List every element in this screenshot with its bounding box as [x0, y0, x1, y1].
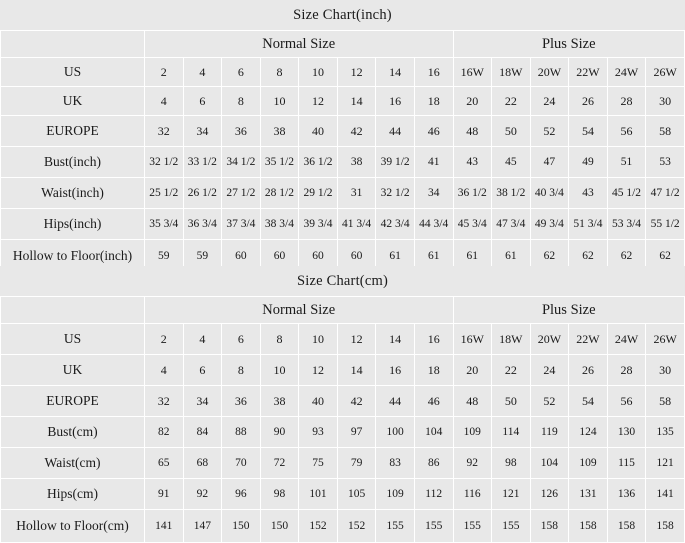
- cell: 61: [414, 240, 453, 273]
- cell: 54: [569, 116, 608, 147]
- cell: 29 1/2: [299, 178, 338, 209]
- table-row: [1, 178, 685, 209]
- cell: 105: [337, 479, 376, 510]
- cell: 4: [145, 355, 184, 386]
- row-label-hollow-to-floor: Hollow to Floor(cm): [1, 510, 145, 543]
- cell: 35 3/4: [145, 209, 184, 240]
- cell: 104: [530, 448, 569, 479]
- cell: 115: [607, 448, 646, 479]
- cell: 152: [299, 510, 338, 543]
- table-row: [1, 417, 685, 448]
- cell: 90: [260, 417, 299, 448]
- row-label-bust: Bust(inch): [1, 147, 145, 178]
- cell: 70: [222, 448, 261, 479]
- cell: 24: [530, 355, 569, 386]
- cell: 4: [145, 87, 184, 116]
- group-header-normal-size: Normal Size: [145, 297, 454, 324]
- row-label-hips: Hips(inch): [1, 209, 145, 240]
- cell: 26: [569, 87, 608, 116]
- row-label-europe: EUROPE: [1, 116, 145, 147]
- table-row: [1, 448, 685, 479]
- cell: 18W: [492, 324, 531, 355]
- cell: 24: [530, 87, 569, 116]
- cell: 44: [376, 116, 415, 147]
- cell: 18: [414, 87, 453, 116]
- cell: 51 3/4: [569, 209, 608, 240]
- cell: 8: [260, 58, 299, 87]
- cell: 31: [337, 178, 376, 209]
- cell: 10: [299, 58, 338, 87]
- cell: 24W: [607, 324, 646, 355]
- cell: 34 1/2: [222, 147, 261, 178]
- cell: 147: [183, 510, 222, 543]
- cell: 25 1/2: [145, 178, 184, 209]
- cell: 12: [337, 58, 376, 87]
- cell: 96: [222, 479, 261, 510]
- cell: 44: [376, 386, 415, 417]
- cell: 41 3/4: [337, 209, 376, 240]
- cell: 16W: [453, 324, 492, 355]
- cell: 14: [337, 355, 376, 386]
- cell: 22: [492, 355, 531, 386]
- chart-title-cm: Size Chart(cm): [297, 273, 388, 289]
- cell: 124: [569, 417, 608, 448]
- cell: 32 1/2: [376, 178, 415, 209]
- cell: 58: [646, 386, 685, 417]
- cell: 60: [222, 240, 261, 273]
- cell: 40: [299, 386, 338, 417]
- cell: 52: [530, 386, 569, 417]
- cell: 45 1/2: [607, 178, 646, 209]
- cell: 116: [453, 479, 492, 510]
- cell: 62: [530, 240, 569, 273]
- cell: 155: [414, 510, 453, 543]
- cell: 27 1/2: [222, 178, 261, 209]
- row-label-hollow-to-floor: Hollow to Floor(inch): [1, 240, 145, 273]
- cell: 61: [376, 240, 415, 273]
- cell: 30: [646, 355, 685, 386]
- table-row: [1, 147, 685, 178]
- table-row: [1, 324, 685, 355]
- cell: 34: [414, 178, 453, 209]
- cell: 43: [453, 147, 492, 178]
- cell: 39 3/4: [299, 209, 338, 240]
- cell: 104: [414, 417, 453, 448]
- cell: 32: [145, 386, 184, 417]
- cell: 8: [222, 87, 261, 116]
- cell: 26W: [646, 324, 685, 355]
- cell: 40: [299, 116, 338, 147]
- cell: 26W: [646, 58, 685, 87]
- cell: 26 1/2: [183, 178, 222, 209]
- cell: 52: [530, 116, 569, 147]
- row-label-waist: Waist(inch): [1, 178, 145, 209]
- group-header-plus-size: Plus Size: [453, 31, 685, 58]
- cell: 53 3/4: [607, 209, 646, 240]
- cell: 59: [183, 240, 222, 273]
- cell: 39 1/2: [376, 147, 415, 178]
- table-header-row: [1, 31, 685, 58]
- cell: 45: [492, 147, 531, 178]
- cell: 32: [145, 116, 184, 147]
- cell: 56: [607, 116, 646, 147]
- cell: 54: [569, 386, 608, 417]
- cell: 6: [183, 87, 222, 116]
- cell: 155: [453, 510, 492, 543]
- cell: 14: [376, 58, 415, 87]
- cell: 4: [183, 58, 222, 87]
- row-label-us: US: [1, 58, 145, 87]
- cell: 61: [492, 240, 531, 273]
- row-label-bust: Bust(cm): [1, 417, 145, 448]
- cell: 155: [376, 510, 415, 543]
- cell: 49: [569, 147, 608, 178]
- cell: 72: [260, 448, 299, 479]
- cell: 37 3/4: [222, 209, 261, 240]
- cell: 6: [183, 355, 222, 386]
- cell: 61: [453, 240, 492, 273]
- cell: 50: [492, 386, 531, 417]
- cell: 24W: [607, 58, 646, 87]
- cell: 12: [299, 87, 338, 116]
- cell: 42: [337, 386, 376, 417]
- cell: 4: [183, 324, 222, 355]
- cell: 62: [646, 240, 685, 273]
- cell: 38: [260, 116, 299, 147]
- cell: 14: [376, 324, 415, 355]
- cell: 131: [569, 479, 608, 510]
- cell: 8: [222, 355, 261, 386]
- row-label-europe: EUROPE: [1, 386, 145, 417]
- group-header-plus-size: Plus Size: [453, 297, 685, 324]
- table-row: [1, 58, 685, 87]
- group-header-normal-size: Normal Size: [145, 31, 454, 58]
- cell: 48: [453, 116, 492, 147]
- table-row: [1, 479, 685, 510]
- cell: 68: [183, 448, 222, 479]
- cell: 98: [260, 479, 299, 510]
- cell: 98: [492, 448, 531, 479]
- cell: 141: [145, 510, 184, 543]
- cell: 8: [260, 324, 299, 355]
- cell: 34: [183, 116, 222, 147]
- cell: 112: [414, 479, 453, 510]
- size-table-cm: [0, 296, 685, 543]
- cell: 22W: [569, 58, 608, 87]
- cell: 59: [145, 240, 184, 273]
- cell: 46: [414, 116, 453, 147]
- cell: 92: [183, 479, 222, 510]
- size-chart-inch-block: [0, 0, 685, 263]
- cell: 40 3/4: [530, 178, 569, 209]
- cell: 84: [183, 417, 222, 448]
- row-label-uk: UK: [1, 87, 145, 116]
- cell: 22: [492, 87, 531, 116]
- cell: 136: [607, 479, 646, 510]
- cell: 18: [414, 355, 453, 386]
- cell: 44 3/4: [414, 209, 453, 240]
- cell: 38 3/4: [260, 209, 299, 240]
- cell: 101: [299, 479, 338, 510]
- cell: 100: [376, 417, 415, 448]
- cell: 55 1/2: [646, 209, 685, 240]
- cell: 22W: [569, 324, 608, 355]
- cell: 26: [569, 355, 608, 386]
- cell: 51: [607, 147, 646, 178]
- cell: 6: [222, 324, 261, 355]
- cell: 38: [337, 147, 376, 178]
- table-row: [1, 355, 685, 386]
- cell: 16: [376, 355, 415, 386]
- table-row: [1, 116, 685, 147]
- table-row: [1, 87, 685, 116]
- cell: 83: [376, 448, 415, 479]
- cell: 150: [260, 510, 299, 543]
- cell: 88: [222, 417, 261, 448]
- cell: 109: [453, 417, 492, 448]
- size-chart-cm-block: [0, 266, 685, 533]
- cell: 60: [260, 240, 299, 273]
- cell: 2: [145, 58, 184, 87]
- chart-title-inch: Size Chart(inch): [293, 7, 392, 23]
- cell: 30: [646, 87, 685, 116]
- cell: 47 3/4: [492, 209, 531, 240]
- cell: 58: [646, 116, 685, 147]
- cell: 141: [646, 479, 685, 510]
- cell: 56: [607, 386, 646, 417]
- cell: 86: [414, 448, 453, 479]
- cell: 36: [222, 386, 261, 417]
- cell: 34: [183, 386, 222, 417]
- cell: 158: [646, 510, 685, 543]
- row-label-waist: Waist(cm): [1, 448, 145, 479]
- cell: 35 1/2: [260, 147, 299, 178]
- cell: 18W: [492, 58, 531, 87]
- table-header-row: [1, 297, 685, 324]
- cell: 16: [414, 324, 453, 355]
- cell: 28: [607, 355, 646, 386]
- cell: 20W: [530, 58, 569, 87]
- cell: 75: [299, 448, 338, 479]
- cell: 152: [337, 510, 376, 543]
- cell: 62: [569, 240, 608, 273]
- cell: 14: [337, 87, 376, 116]
- cell: 48: [453, 386, 492, 417]
- header-spacer-cell: [1, 297, 145, 324]
- cell: 126: [530, 479, 569, 510]
- cell: 158: [607, 510, 646, 543]
- header-spacer-cell: [1, 31, 145, 58]
- cell: 49 3/4: [530, 209, 569, 240]
- cell: 6: [222, 58, 261, 87]
- cell: 47 1/2: [646, 178, 685, 209]
- cell: 60: [337, 240, 376, 273]
- table-row: [1, 209, 685, 240]
- cell: 20W: [530, 324, 569, 355]
- cell: 12: [337, 324, 376, 355]
- cell: 28 1/2: [260, 178, 299, 209]
- cell: 119: [530, 417, 569, 448]
- cell: 121: [492, 479, 531, 510]
- cell: 10: [299, 324, 338, 355]
- cell: 10: [260, 87, 299, 116]
- cell: 20: [453, 355, 492, 386]
- cell: 121: [646, 448, 685, 479]
- cell: 16: [414, 58, 453, 87]
- cell: 46: [414, 386, 453, 417]
- cell: 20: [453, 87, 492, 116]
- cell: 82: [145, 417, 184, 448]
- cell: 62: [607, 240, 646, 273]
- cell: 65: [145, 448, 184, 479]
- cell: 42: [337, 116, 376, 147]
- cell: 36 1/2: [453, 178, 492, 209]
- size-table-inch: [0, 30, 685, 273]
- cell: 109: [376, 479, 415, 510]
- cell: 36: [222, 116, 261, 147]
- cell: 41: [414, 147, 453, 178]
- cell: 2: [145, 324, 184, 355]
- cell: 38 1/2: [492, 178, 531, 209]
- cell: 135: [646, 417, 685, 448]
- cell: 16: [376, 87, 415, 116]
- cell: 109: [569, 448, 608, 479]
- cell: 47: [530, 147, 569, 178]
- row-label-us: US: [1, 324, 145, 355]
- cell: 150: [222, 510, 261, 543]
- row-label-uk: UK: [1, 355, 145, 386]
- cell: 45 3/4: [453, 209, 492, 240]
- cell: 91: [145, 479, 184, 510]
- cell: 158: [530, 510, 569, 543]
- cell: 16W: [453, 58, 492, 87]
- cell: 43: [569, 178, 608, 209]
- cell: 10: [260, 355, 299, 386]
- cell: 158: [569, 510, 608, 543]
- cell: 32 1/2: [145, 147, 184, 178]
- cell: 60: [299, 240, 338, 273]
- table-row: [1, 386, 685, 417]
- cell: 114: [492, 417, 531, 448]
- cell: 38: [260, 386, 299, 417]
- cell: 12: [299, 355, 338, 386]
- cell: 42 3/4: [376, 209, 415, 240]
- cell: 130: [607, 417, 646, 448]
- cell: 36 3/4: [183, 209, 222, 240]
- cell: 33 1/2: [183, 147, 222, 178]
- cell: 93: [299, 417, 338, 448]
- cell: 53: [646, 147, 685, 178]
- table-row: [1, 510, 685, 543]
- cell: 79: [337, 448, 376, 479]
- cell: 92: [453, 448, 492, 479]
- cell: 155: [492, 510, 531, 543]
- cell: 36 1/2: [299, 147, 338, 178]
- cell: 97: [337, 417, 376, 448]
- cell: 28: [607, 87, 646, 116]
- row-label-hips: Hips(cm): [1, 479, 145, 510]
- cell: 50: [492, 116, 531, 147]
